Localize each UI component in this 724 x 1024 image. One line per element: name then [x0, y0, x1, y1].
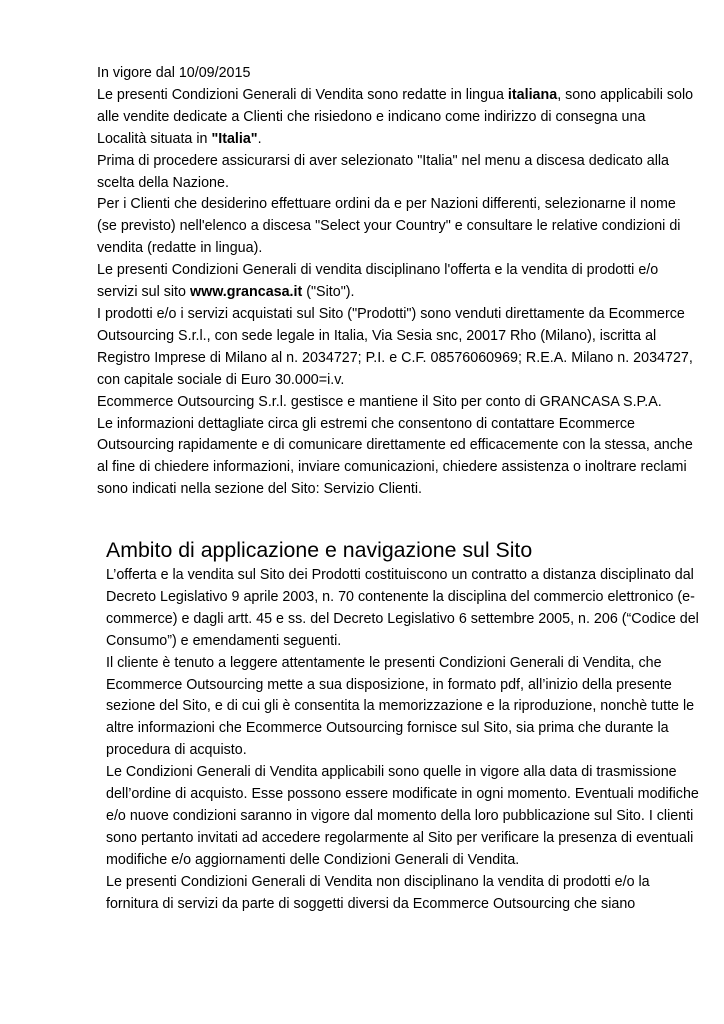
bold-text: "Italia": [211, 130, 258, 147]
section-body: [106, 565, 706, 916]
scope-paragraph: Le presenti Condizioni Generali di Vendita non disciplinano la vendita di prodotti e/o la fornitura di servizi da parte di soggetti diversi da Ecommerce Outsourcing che siano: [106, 873, 650, 912]
country-selection-paragraph: Prima di procedere assicurarsi di aver selezionato "Italia" nel menu a discesa dedicato alla scelta della Nazione.: [97, 152, 669, 191]
text: Le presenti Condizioni Generali di vendita disciplinano l'offerta e la vendita di prodotti e/o servizi sul sito: [97, 262, 659, 301]
language-paragraph: [97, 85, 697, 151]
contact-paragraph: Le informazioni dettagliate circa gli estremi che consentono di contattare Ecommerce Outsourcing rapidamente e di comunicare direttamente ed efficacemente con la stessa, anche al fine di chiedere informazioni, inviare comunicazioni, chiedere assistenza o inoltrare reclami sono indicati nella sezione del Sito: Servizio Clienti.: [97, 415, 693, 498]
applicable-conditions-paragraph: Le Condizioni Generali di Vendita applicabili sono quelle in vigore alla data di trasmissione dell’ordine di acquisto. Esse possono essere modificate in ogni momento. Eventuali modifiche e/o nuove condizioni saranno in vigore dal momento della loro pubblicazione sul Sito. I clienti sono pertanto invitati ad accedere regolarmente al Sito per verificare la presenza di eventuali modifiche e/o aggiornamenti delle Condizioni Generali di Vendita.: [106, 764, 699, 868]
text: .: [257, 130, 262, 147]
bold-text: italiana: [507, 86, 558, 103]
text: , sono applicabili solo alle vendite dedicate a Clienti che risiedono e indicano come indirizzo di consegna una Località situata in: [97, 86, 694, 147]
site-link[interactable]: www.grancasa.it: [189, 284, 303, 301]
contract-paragraph: L’offerta e la vendita sul Sito dei Prodotti costituiscono un contratto a distanza disciplinato dal Decreto Legislativo 9 aprile 2003, n. 70 contenente la disciplina del commercio elettronico (e-commerce) e dagli artt. 45 e ss. del Decreto Legislativo 6 settembre 2005, n. 206 (“Codice del Consumo”) e emendamenti seguenti.: [106, 567, 699, 649]
seller-paragraph: I prodotti e/o i servizi acquistati sul Sito ("Prodotti") sono venduti direttamente da Ecommerce Outsourcing S.r.l., con sede legale in Italia, Via Sesia snc, 20017 Rho (Milano), iscritta al Registro Imprese di Milano al n. 2034727; P.I. e C.F. 08576060969; R.E.A. Milano n. 2034727, con capitale sociale di Euro 30.000=i.v.: [97, 305, 693, 388]
reading-paragraph: Il cliente è tenuto a leggere attentamente le presenti Condizioni Generali di Vendita, che Ecommerce Outsourcing mette a sua disposizione, in formato pdf, all’inizio della presente sezione del Sito, e di cui gli è consentita la memorizzazione e la riproduzione, nonchè tutte le altre informazioni che Ecommerce Outsourcing fornisce sul Sito, sia prima che durante la procedura di acquisto.: [106, 654, 695, 759]
management-paragraph: Ecommerce Outsourcing S.r.l. gestisce e mantiene il Sito per conto di GRANCASA S.P.A.: [97, 393, 662, 410]
text: ("Sito").: [302, 284, 355, 301]
text: Le presenti Condizioni Generali di Vendita sono redatte in lingua: [97, 86, 508, 103]
other-countries-paragraph: Per i Clienti che desiderino effettuare ordini da e per Nazioni differenti, selezionarne il nome (se previsto) nell'elenco a discesa "Select your Country" e consultare le relative condizioni di vendita (redatte in lingua).: [97, 196, 681, 257]
site-paragraph: [97, 260, 697, 304]
section-heading: Ambito di applicazione e navigazione sul Sito: [106, 538, 533, 562]
intro-block: [97, 63, 697, 501]
effective-date: In vigore dal 10/09/2015: [97, 65, 251, 81]
